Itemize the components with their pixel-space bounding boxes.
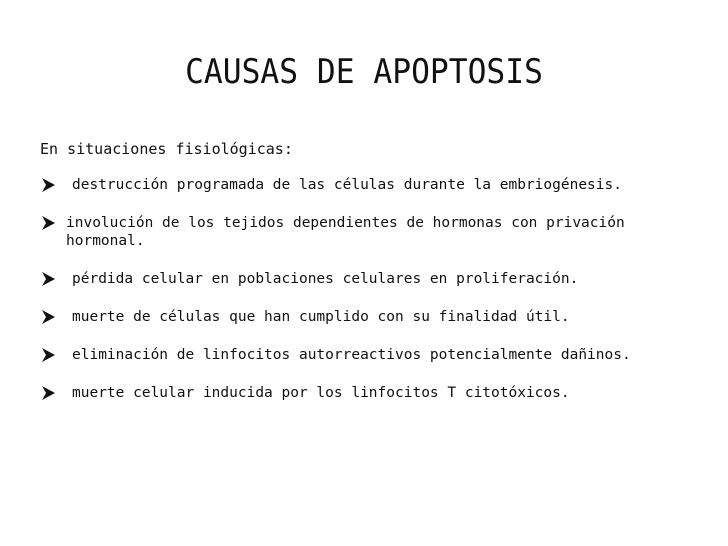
list-item	[40, 270, 680, 288]
bullet-text: muerte celular inducida por los linfocitos T citotóxicos.	[72, 385, 570, 401]
list-item	[40, 346, 680, 364]
list-item	[40, 384, 680, 402]
intro-text: En situaciones fisiológicas:	[40, 140, 293, 158]
arrowhead-bullet-icon	[40, 271, 56, 287]
list-item	[40, 176, 680, 194]
arrowhead-bullet-icon	[40, 347, 56, 363]
bullet-text: pérdida celular en poblaciones celulares en proliferación.	[72, 271, 579, 287]
bullet-text: eliminación de linfocitos autorreactivos potencialmente dañinos.	[72, 347, 631, 363]
bullet-list	[40, 176, 680, 422]
list-item	[40, 308, 680, 326]
arrowhead-bullet-icon	[40, 385, 56, 401]
list-item	[40, 214, 680, 250]
arrowhead-bullet-icon	[40, 309, 56, 325]
arrowhead-bullet-icon	[40, 177, 56, 193]
bullet-text: destrucción programada de las células durante la embriogénesis.	[72, 177, 622, 193]
bullet-text: muerte de células que han cumplido con su finalidad útil.	[72, 309, 570, 325]
arrowhead-bullet-icon	[40, 215, 56, 231]
bullet-text: involución de los tejidos dependientes de hormonas con privación hormonal.	[66, 215, 625, 249]
slide-title: CAUSAS DE APOPTOSIS	[185, 52, 543, 92]
